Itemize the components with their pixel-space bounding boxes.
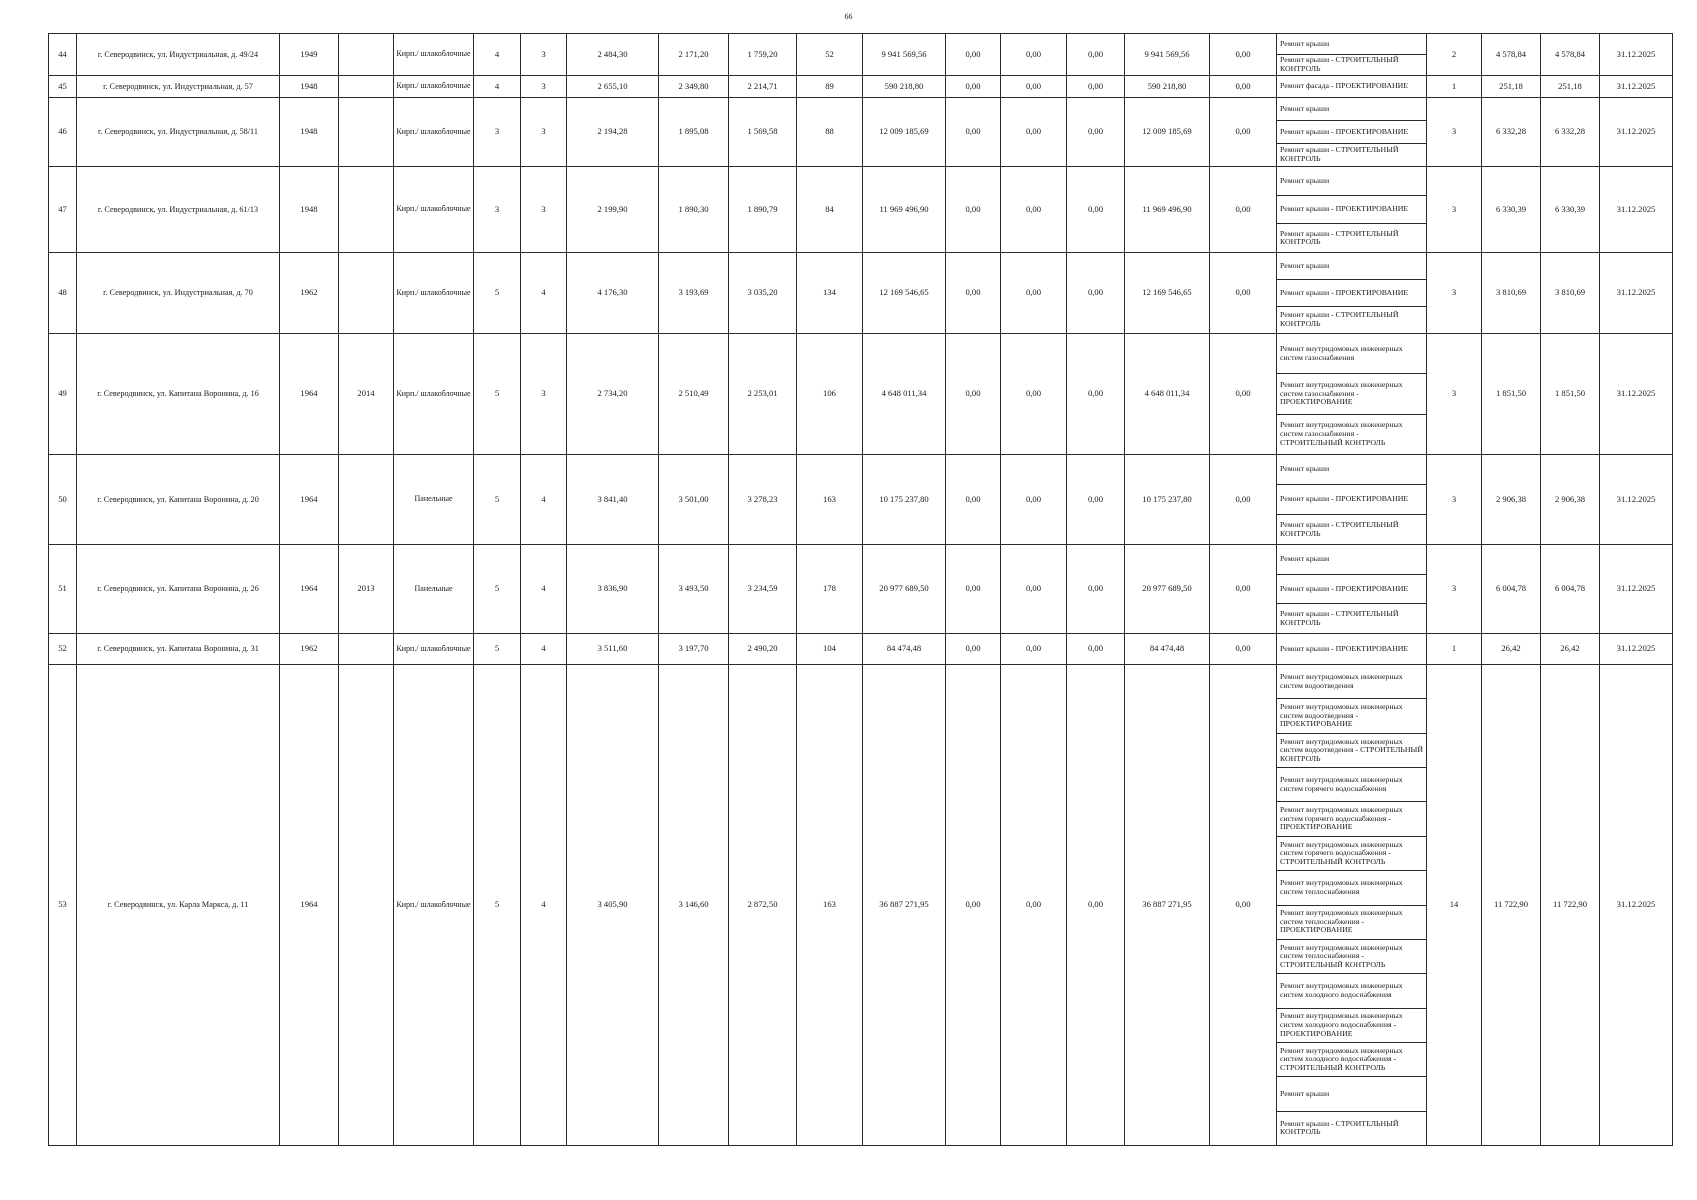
work-item: Ремонт внутридомовых инженерных систем горячего водоснабжения - СТРОИТЕЛЬНЫЙ КОНТРОЛЬ: [1277, 837, 1426, 871]
wall-material-cell: Кирп./ шлакоблочные: [394, 98, 474, 167]
residents-cell: 163: [797, 455, 863, 545]
works-count-cell: 3: [1427, 455, 1482, 545]
cost-budget-local-cell: 0,00: [1067, 455, 1125, 545]
entrances-cell: 3: [521, 334, 567, 455]
works-list: [1277, 455, 1426, 544]
entrances-cell: 3: [521, 167, 567, 253]
area-rooms-cell: 3 501,00: [659, 455, 729, 545]
wall-material-cell: Кирп./ шлакоблочные: [394, 34, 474, 76]
year-overhaul-cell: [339, 665, 394, 1146]
work-item: Ремонт крыши - СТРОИТЕЛЬНЫЙ КОНТРОЛЬ: [1280, 55, 1399, 73]
cost-other-cell: 0,00: [1210, 665, 1277, 1146]
max-cost-cell: 6 332,28: [1541, 98, 1600, 167]
work-item: Ремонт крыши - СТРОИТЕЛЬНЫЙ КОНТРОЛЬ: [1280, 519, 1399, 538]
work-item: Ремонт внутридомовых инженерных систем горячего водоснабжения - ПРОЕКТИРОВАНИЕ: [1277, 802, 1426, 836]
cost-owners-cell: 36 887 271,95: [1125, 665, 1210, 1146]
works-cell: [1277, 455, 1427, 545]
works-count-cell: 3: [1427, 545, 1482, 634]
floors-cell: 5: [474, 253, 521, 334]
works-list: [1277, 76, 1426, 97]
residents-cell: 84: [797, 167, 863, 253]
cost-owners-cell: 12 009 185,69: [1125, 98, 1210, 167]
work-item: Ремонт крыши - СТРОИТЕЛЬНЫЙ КОНТРОЛЬ: [1280, 310, 1399, 328]
work-item: Ремонт внутридомовых инженерных систем холодного водоснабжения: [1277, 974, 1426, 1008]
max-cost-cell: 3 810,69: [1541, 253, 1600, 334]
work-item: Ремонт крыши - ПРОЕКТИРОВАНИЕ: [1277, 280, 1426, 307]
work-item: Ремонт внутридомовых инженерных систем теплоснабжения: [1277, 871, 1426, 905]
works-list: [1277, 167, 1426, 252]
address-cell: г. Северодвинск, ул. Индустриальная, д. 61/13: [77, 167, 280, 253]
cost-budget-local-cell: 0,00: [1067, 76, 1125, 98]
wall-material-cell: Кирп./ шлакоблочные: [394, 634, 474, 665]
works-cell: [1277, 98, 1427, 167]
deadline-cell: 31.12.2025: [1600, 334, 1673, 455]
residents-cell: 163: [797, 665, 863, 1146]
cost-fund-cell: 0,00: [946, 334, 1001, 455]
area-rooms-cell: 1 890,30: [659, 167, 729, 253]
cost-budget-region-cell: 0,00: [1001, 634, 1067, 665]
floors-cell: 3: [474, 98, 521, 167]
area-residential-cell: 1 890,79: [729, 167, 797, 253]
area-rooms-cell: 2 510,49: [659, 334, 729, 455]
year-overhaul-cell: [339, 98, 394, 167]
table-row: [49, 253, 1673, 334]
max-cost-cell: 11 722,90: [1541, 665, 1600, 1146]
work-item: Ремонт крыши: [1277, 253, 1426, 280]
cost-total-cell: 590 218,80: [863, 76, 946, 98]
address-cell: г. Северодвинск, ул. Капитана Воронина, д. 31: [77, 634, 280, 665]
year-overhaul-cell: 2014: [339, 334, 394, 455]
area-residential-cell: 3 278,23: [729, 455, 797, 545]
works-list: [1277, 545, 1426, 633]
row-number: 51: [49, 545, 77, 634]
cost-budget-region-cell: 0,00: [1001, 167, 1067, 253]
cost-budget-region-cell: 0,00: [1001, 545, 1067, 634]
area-total-cell: 4 176,30: [567, 253, 659, 334]
work-item: Ремонт внутридомовых инженерных систем водоотведения: [1277, 665, 1426, 699]
cost-budget-region-cell: 0,00: [1001, 665, 1067, 1146]
cost-other-cell: 0,00: [1210, 545, 1277, 634]
floors-cell: 4: [474, 34, 521, 76]
work-item: Ремонт крыши - ПРОЕКТИРОВАНИЕ: [1280, 643, 1409, 653]
year-overhaul-cell: 2013: [339, 545, 394, 634]
residents-cell: 106: [797, 334, 863, 455]
cost-other-cell: 0,00: [1210, 253, 1277, 334]
unit-cost-cell: 3 810,69: [1482, 253, 1541, 334]
works-list: [1277, 334, 1426, 454]
works-list: [1277, 98, 1426, 166]
unit-cost-cell: 4 578,84: [1482, 34, 1541, 76]
work-item: Ремонт крыши: [1277, 98, 1426, 121]
works-cell: [1277, 253, 1427, 334]
area-total-cell: 3 841,40: [567, 455, 659, 545]
cost-owners-cell: 590 218,80: [1125, 76, 1210, 98]
address-cell: г. Северодвинск, ул. Индустриальная, д. 49/24: [77, 34, 280, 76]
unit-cost-cell: 26,42: [1482, 634, 1541, 665]
page-number: 66: [844, 12, 853, 21]
residents-cell: 104: [797, 634, 863, 665]
entrances-cell: 4: [521, 545, 567, 634]
area-rooms-cell: 3 493,50: [659, 545, 729, 634]
table-row: [49, 167, 1673, 253]
cost-total-cell: 10 175 237,80: [863, 455, 946, 545]
cost-budget-region-cell: 0,00: [1001, 76, 1067, 98]
address-cell: г. Северодвинск, ул. Индустриальная, д. 57: [77, 76, 280, 98]
cost-budget-local-cell: 0,00: [1067, 167, 1125, 253]
table-row: [49, 634, 1673, 665]
cost-total-cell: 36 887 271,95: [863, 665, 946, 1146]
area-rooms-cell: 3 197,70: [659, 634, 729, 665]
area-total-cell: 3 405,90: [567, 665, 659, 1146]
work-item: Ремонт крыши - ПРОЕКТИРОВАНИЕ: [1277, 121, 1426, 144]
residents-cell: 89: [797, 76, 863, 98]
work-item: Ремонт крыши - СТРОИТЕЛЬНЫЙ КОНТРОЛЬ: [1280, 228, 1399, 247]
deadline-cell: 31.12.2025: [1600, 665, 1673, 1146]
works-cell: [1277, 167, 1427, 253]
works-count-cell: 3: [1427, 167, 1482, 253]
max-cost-cell: 6 004,78: [1541, 545, 1600, 634]
area-rooms-cell: 2 349,80: [659, 76, 729, 98]
area-rooms-cell: 1 895,08: [659, 98, 729, 167]
table-row: [49, 76, 1673, 98]
year-built-cell: 1964: [280, 334, 339, 455]
table-row: [49, 334, 1673, 455]
work-item: Ремонт внутридомовых инженерных систем холодного водоснабжения - СТРОИТЕЛЬНЫЙ КОНТРОЛЬ: [1277, 1043, 1426, 1077]
address-cell: г. Северодвинск, ул. Индустриальная, д. 70: [77, 253, 280, 334]
cost-owners-cell: 9 941 569,56: [1125, 34, 1210, 76]
year-built-cell: 1948: [280, 98, 339, 167]
row-number: 48: [49, 253, 77, 334]
cost-other-cell: 0,00: [1210, 334, 1277, 455]
year-built-cell: 1948: [280, 76, 339, 98]
cost-budget-local-cell: 0,00: [1067, 98, 1125, 167]
max-cost-cell: 26,42: [1541, 634, 1600, 665]
area-rooms-cell: 2 171,20: [659, 34, 729, 76]
max-cost-cell: 6 330,39: [1541, 167, 1600, 253]
entrances-cell: 3: [521, 34, 567, 76]
floors-cell: 5: [474, 334, 521, 455]
works-count-cell: 2: [1427, 34, 1482, 76]
cost-fund-cell: 0,00: [946, 98, 1001, 167]
cost-budget-local-cell: 0,00: [1067, 545, 1125, 634]
area-residential-cell: 2 490,20: [729, 634, 797, 665]
work-item: Ремонт внутридомовых инженерных систем водоотведения - ПРОЕКТИРОВАНИЕ: [1277, 699, 1426, 733]
wall-material-cell: Кирп./ шлакоблочные: [394, 167, 474, 253]
wall-material-cell: Кирп./ шлакоблочные: [394, 253, 474, 334]
works-cell: [1277, 34, 1427, 76]
area-residential-cell: 1 569,58: [729, 98, 797, 167]
works-count-cell: 3: [1427, 253, 1482, 334]
year-overhaul-cell: [339, 76, 394, 98]
table-row: [49, 455, 1673, 545]
area-total-cell: 3 836,90: [567, 545, 659, 634]
works-cell: [1277, 76, 1427, 98]
entrances-cell: 4: [521, 253, 567, 334]
cost-total-cell: 12 009 185,69: [863, 98, 946, 167]
floors-cell: 4: [474, 76, 521, 98]
work-item: Ремонт внутридомовых инженерных систем холодного водоснабжения - ПРОЕКТИРОВАНИЕ: [1277, 1009, 1426, 1043]
area-residential-cell: 2 253,01: [729, 334, 797, 455]
floors-cell: 3: [474, 167, 521, 253]
max-cost-cell: 1 851,50: [1541, 334, 1600, 455]
cost-total-cell: 9 941 569,56: [863, 34, 946, 76]
cost-budget-local-cell: 0,00: [1067, 334, 1125, 455]
row-number: 53: [49, 665, 77, 1146]
area-residential-cell: 3 035,20: [729, 253, 797, 334]
works-cell: [1277, 665, 1427, 1146]
row-number: 52: [49, 634, 77, 665]
wall-material-cell: Кирп./ шлакоблочные: [394, 665, 474, 1146]
address-cell: г. Северодвинск, ул. Капитана Воронина, д. 20: [77, 455, 280, 545]
cost-budget-local-cell: 0,00: [1067, 665, 1125, 1146]
work-item: Ремонт крыши: [1277, 545, 1426, 575]
entrances-cell: 3: [521, 98, 567, 167]
cost-budget-region-cell: 0,00: [1001, 334, 1067, 455]
works-count-cell: 14: [1427, 665, 1482, 1146]
wall-material-cell: Панельные: [394, 545, 474, 634]
work-item: Ремонт крыши - СТРОИТЕЛЬНЫЙ КОНТРОЛЬ: [1280, 1118, 1399, 1137]
table-row: [49, 98, 1673, 167]
area-rooms-cell: 3 146,60: [659, 665, 729, 1146]
max-cost-cell: 2 906,38: [1541, 455, 1600, 545]
floors-cell: 5: [474, 455, 521, 545]
works-list: [1277, 634, 1426, 664]
deadline-cell: 31.12.2025: [1600, 76, 1673, 98]
residents-cell: 178: [797, 545, 863, 634]
deadline-cell: 31.12.2025: [1600, 634, 1673, 665]
residents-cell: 88: [797, 98, 863, 167]
area-total-cell: 2 194,28: [567, 98, 659, 167]
table-row: [49, 665, 1673, 1146]
area-total-cell: 3 511,60: [567, 634, 659, 665]
year-overhaul-cell: [339, 253, 394, 334]
work-item: Ремонт крыши: [1277, 455, 1426, 485]
cost-owners-cell: 20 977 689,50: [1125, 545, 1210, 634]
area-residential-cell: 1 759,20: [729, 34, 797, 76]
year-built-cell: 1964: [280, 455, 339, 545]
cost-budget-local-cell: 0,00: [1067, 253, 1125, 334]
cost-budget-region-cell: 0,00: [1001, 455, 1067, 545]
cost-other-cell: 0,00: [1210, 634, 1277, 665]
entrances-cell: 3: [521, 76, 567, 98]
cost-fund-cell: 0,00: [946, 167, 1001, 253]
works-count-cell: 1: [1427, 76, 1482, 98]
cost-owners-cell: 4 648 011,34: [1125, 334, 1210, 455]
cost-total-cell: 20 977 689,50: [863, 545, 946, 634]
max-cost-cell: 4 578,84: [1541, 34, 1600, 76]
entrances-cell: 4: [521, 634, 567, 665]
deadline-cell: 31.12.2025: [1600, 98, 1673, 167]
address-cell: г. Северодвинск, ул. Капитана Воронина, д. 26: [77, 545, 280, 634]
cost-other-cell: 0,00: [1210, 455, 1277, 545]
works-list: [1277, 253, 1426, 333]
work-item: Ремонт крыши: [1277, 167, 1426, 196]
residents-cell: 134: [797, 253, 863, 334]
row-number: 46: [49, 98, 77, 167]
unit-cost-cell: 2 906,38: [1482, 455, 1541, 545]
works-count-cell: 1: [1427, 634, 1482, 665]
work-item: Ремонт крыши: [1277, 1077, 1426, 1111]
cost-fund-cell: 0,00: [946, 253, 1001, 334]
area-residential-cell: 3 234,59: [729, 545, 797, 634]
year-overhaul-cell: [339, 634, 394, 665]
work-item: Ремонт крыши - СТРОИТЕЛЬНЫЙ КОНТРОЛЬ: [1280, 609, 1399, 627]
cost-owners-cell: 12 169 546,65: [1125, 253, 1210, 334]
year-overhaul-cell: [339, 167, 394, 253]
work-item: Ремонт крыши - ПРОЕКТИРОВАНИЕ: [1277, 485, 1426, 515]
cost-fund-cell: 0,00: [946, 665, 1001, 1146]
area-total-cell: 2 199,90: [567, 167, 659, 253]
wall-material-cell: Кирп./ шлакоблочные: [394, 334, 474, 455]
cost-owners-cell: 11 969 496,90: [1125, 167, 1210, 253]
year-built-cell: 1962: [280, 253, 339, 334]
address-cell: г. Северодвинск, ул. Капитана Воронина, д. 16: [77, 334, 280, 455]
works-count-cell: 3: [1427, 98, 1482, 167]
unit-cost-cell: 1 851,50: [1482, 334, 1541, 455]
unit-cost-cell: 6 004,78: [1482, 545, 1541, 634]
work-item: Ремонт внутридомовых инженерных систем газоснабжения: [1277, 334, 1426, 374]
cost-total-cell: 11 969 496,90: [863, 167, 946, 253]
wall-material-cell: Панельные: [394, 455, 474, 545]
unit-cost-cell: 11 722,90: [1482, 665, 1541, 1146]
area-residential-cell: 2 872,50: [729, 665, 797, 1146]
row-number: 45: [49, 76, 77, 98]
cost-fund-cell: 0,00: [946, 634, 1001, 665]
cost-budget-region-cell: 0,00: [1001, 98, 1067, 167]
wall-material-cell: Кирп./ шлакоблочные: [394, 76, 474, 98]
floors-cell: 5: [474, 545, 521, 634]
floors-cell: 5: [474, 665, 521, 1146]
work-item: Ремонт внутридомовых инженерных систем теплоснабжения - ПРОЕКТИРОВАНИЕ: [1277, 906, 1426, 940]
work-item: Ремонт внутридомовых инженерных систем газоснабжения - СТРОИТЕЛЬНЫЙ КОНТРОЛЬ: [1280, 420, 1403, 447]
area-residential-cell: 2 214,71: [729, 76, 797, 98]
work-item: Ремонт внутридомовых инженерных систем горячего водоснабжения: [1277, 768, 1426, 802]
deadline-cell: 31.12.2025: [1600, 167, 1673, 253]
work-item: Ремонт крыши - ПРОЕКТИРОВАНИЕ: [1277, 575, 1426, 605]
cost-budget-region-cell: 0,00: [1001, 34, 1067, 76]
area-total-cell: 2 734,20: [567, 334, 659, 455]
works-list: [1277, 665, 1426, 1145]
cost-budget-region-cell: 0,00: [1001, 253, 1067, 334]
cost-fund-cell: 0,00: [946, 455, 1001, 545]
year-overhaul-cell: [339, 455, 394, 545]
cost-other-cell: 0,00: [1210, 167, 1277, 253]
deadline-cell: 31.12.2025: [1600, 34, 1673, 76]
work-item: Ремонт внутридомовых инженерных систем газоснабжения - ПРОЕКТИРОВАНИЕ: [1277, 374, 1426, 414]
unit-cost-cell: 6 330,39: [1482, 167, 1541, 253]
work-item: Ремонт внутридомовых инженерных систем водоотведения - СТРОИТЕЛЬНЫЙ КОНТРОЛЬ: [1277, 734, 1426, 768]
entrances-cell: 4: [521, 665, 567, 1146]
deadline-cell: 31.12.2025: [1600, 253, 1673, 334]
unit-cost-cell: 251,18: [1482, 76, 1541, 98]
cost-other-cell: 0,00: [1210, 34, 1277, 76]
deadline-cell: 31.12.2025: [1600, 545, 1673, 634]
works-list: [1277, 34, 1426, 75]
housing-repair-table: [48, 33, 1673, 1146]
cost-total-cell: 84 474,48: [863, 634, 946, 665]
cost-budget-local-cell: 0,00: [1067, 634, 1125, 665]
cost-budget-local-cell: 0,00: [1067, 34, 1125, 76]
work-item: Ремонт крыши: [1277, 34, 1426, 55]
work-item: Ремонт внутридомовых инженерных систем теплоснабжения - СТРОИТЕЛЬНЫЙ КОНТРОЛЬ: [1277, 940, 1426, 974]
cost-total-cell: 4 648 011,34: [863, 334, 946, 455]
works-cell: [1277, 334, 1427, 455]
works-count-cell: 3: [1427, 334, 1482, 455]
area-total-cell: 2 655,10: [567, 76, 659, 98]
floors-cell: 5: [474, 634, 521, 665]
row-number: 47: [49, 167, 77, 253]
residents-cell: 52: [797, 34, 863, 76]
work-item: Ремонт крыши - ПРОЕКТИРОВАНИЕ: [1277, 196, 1426, 225]
work-item: Ремонт крыши - СТРОИТЕЛЬНЫЙ КОНТРОЛЬ: [1280, 145, 1399, 163]
year-built-cell: 1949: [280, 34, 339, 76]
area-total-cell: 2 484,30: [567, 34, 659, 76]
year-built-cell: 1948: [280, 167, 339, 253]
area-rooms-cell: 3 193,69: [659, 253, 729, 334]
cost-other-cell: 0,00: [1210, 98, 1277, 167]
entrances-cell: 4: [521, 455, 567, 545]
cost-other-cell: 0,00: [1210, 76, 1277, 98]
works-cell: [1277, 545, 1427, 634]
unit-cost-cell: 6 332,28: [1482, 98, 1541, 167]
year-built-cell: 1962: [280, 634, 339, 665]
row-number: 50: [49, 455, 77, 545]
table-row: [49, 34, 1673, 76]
year-built-cell: 1964: [280, 545, 339, 634]
cost-owners-cell: 10 175 237,80: [1125, 455, 1210, 545]
cost-fund-cell: 0,00: [946, 545, 1001, 634]
year-built-cell: 1964: [280, 665, 339, 1146]
cost-fund-cell: 0,00: [946, 76, 1001, 98]
row-number: 49: [49, 334, 77, 455]
cost-total-cell: 12 169 546,65: [863, 253, 946, 334]
table-row: [49, 545, 1673, 634]
work-item: Ремонт фасада - ПРОЕКТИРОВАНИЕ: [1280, 81, 1408, 91]
cost-fund-cell: 0,00: [946, 34, 1001, 76]
cost-owners-cell: 84 474,48: [1125, 634, 1210, 665]
address-cell: г. Северодвинск, ул. Карла Маркса, д. 11: [77, 665, 280, 1146]
max-cost-cell: 251,18: [1541, 76, 1600, 98]
deadline-cell: 31.12.2025: [1600, 455, 1673, 545]
works-cell: [1277, 634, 1427, 665]
address-cell: г. Северодвинск, ул. Индустриальная, д. 58/11: [77, 98, 280, 167]
year-overhaul-cell: [339, 34, 394, 76]
row-number: 44: [49, 34, 77, 76]
